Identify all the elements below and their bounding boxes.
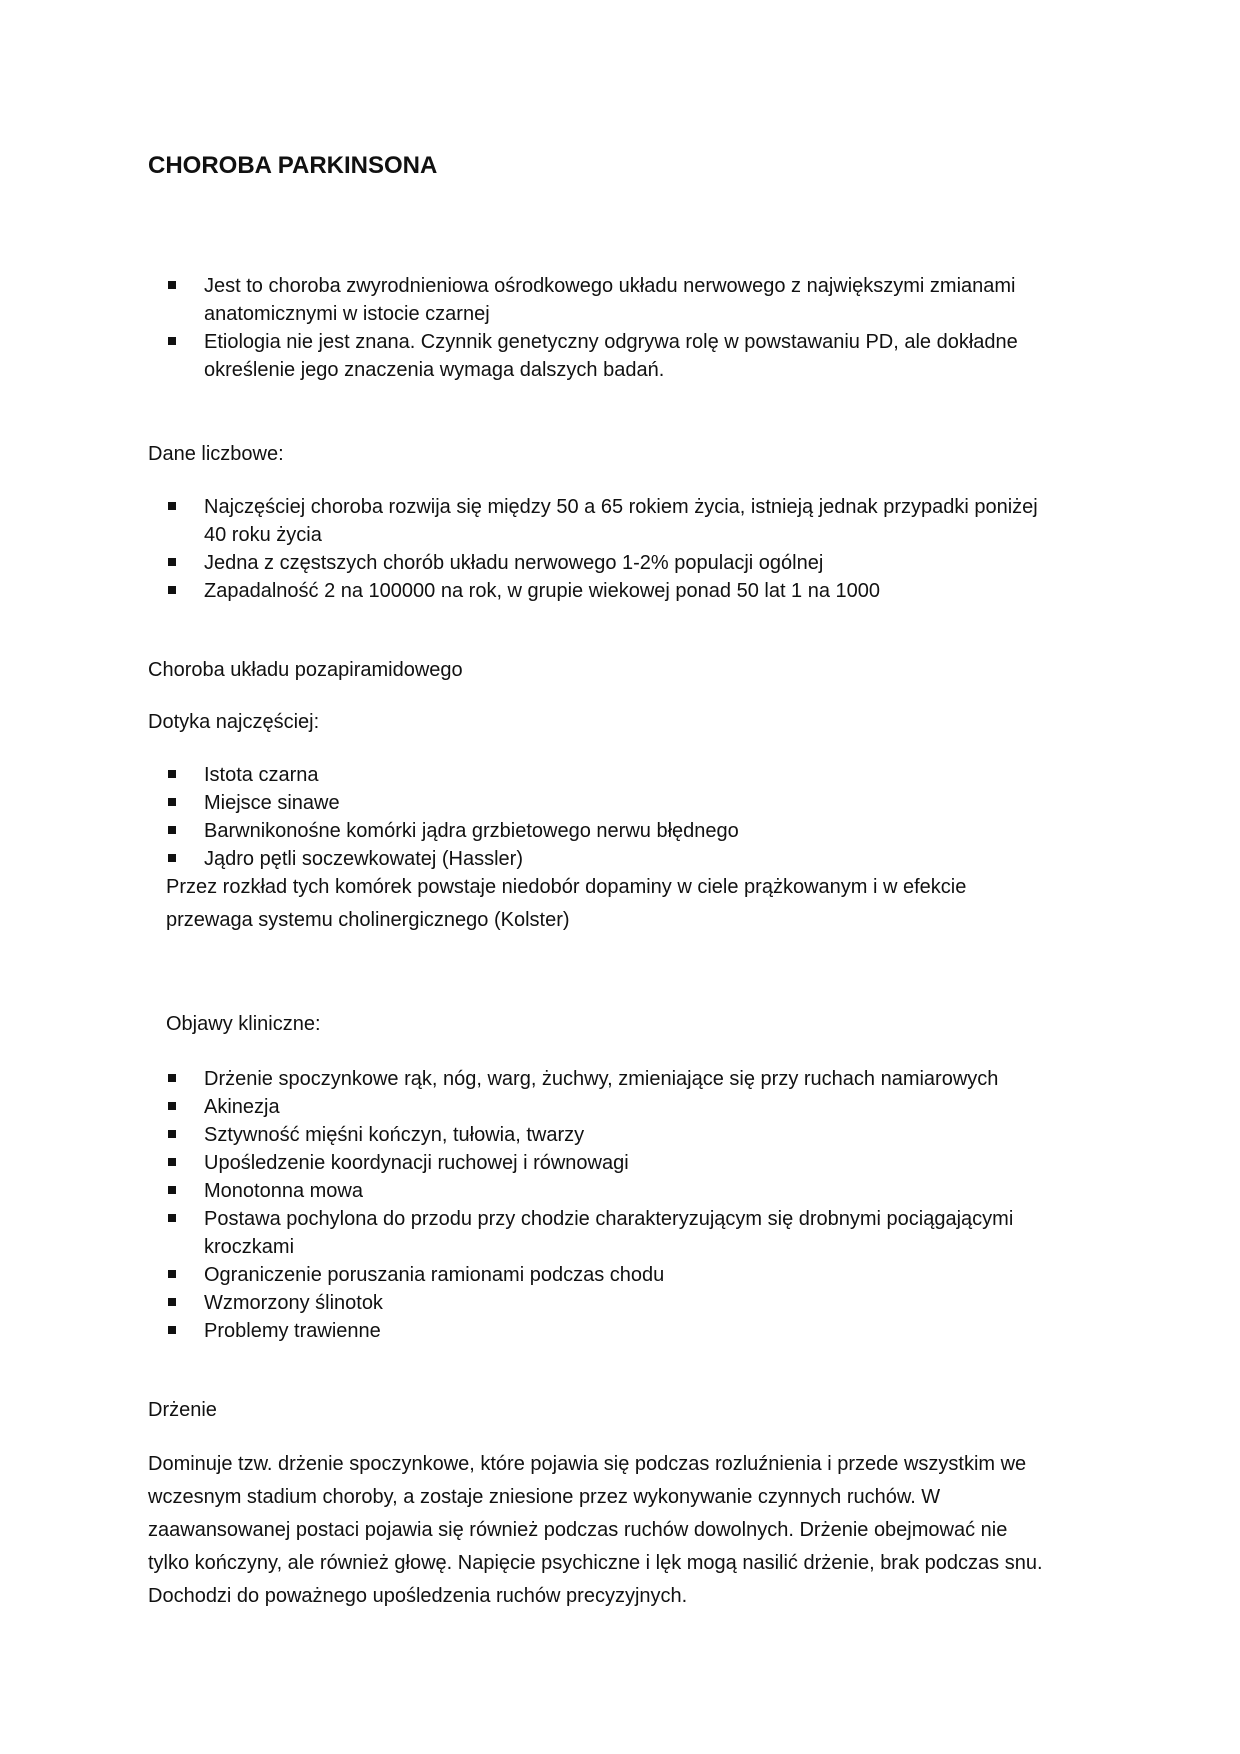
intro-bullet-1-line-1: Jest to choroba zwyrodnieniowa ośrodkowego układu nerwowego z największymi zmianami [204, 275, 1016, 297]
bullet-marker [168, 826, 176, 834]
paragraph-line: Dominuje tzw. drżenie spoczynkowe, które pojawia się podczas rozluźnienia i przede wszystkim we [148, 1453, 1027, 1475]
intro-bullet-2-line-2: określenie jego znaczenia wymaga dalszych badań. [204, 359, 665, 381]
section-heading-dane: Dane liczbowe: [148, 443, 284, 465]
bullet-marker [168, 1186, 176, 1194]
dane-bullet-2: Jedna z częstszych chorób układu nerwowego 1-2% populacji ogólnej [204, 552, 824, 574]
objawy-bullet-8: Wzmorzony ślinotok [204, 1292, 383, 1314]
pozapiramidowy-bullet-3: Barwnikonośne komórki jądra grzbietowego nerwu błędnego [204, 820, 739, 842]
paragraph-line: wczesnym stadium choroby, a zostaje zniesione przez wykonywanie czynnych ruchów. W [148, 1486, 941, 1508]
bullet-marker [168, 558, 176, 566]
objawy-bullet-7: Ograniczenie poruszania ramionami podczas chodu [204, 1264, 665, 1286]
objawy-bullet-2: Akinezja [204, 1096, 280, 1118]
bullet-marker [168, 1102, 176, 1110]
bullet-marker [168, 281, 176, 289]
bullet-marker [168, 1298, 176, 1306]
objawy-bullet-9: Problemy trawienne [204, 1320, 381, 1342]
bullet-marker [168, 798, 176, 806]
section-heading-drzenie: Drżenie [148, 1399, 217, 1421]
objawy-bullet-1: Drżenie spoczynkowe rąk, nóg, warg, żuchwy, zmieniające się przy ruchach namiarowych [204, 1068, 999, 1090]
bullet-marker [168, 586, 176, 594]
objawy-bullet-6-line-2: kroczkami [204, 1236, 295, 1258]
pozapiramidowy-bullet-1: Istota czarna [204, 764, 319, 786]
paragraph-line: zaawansowanej postaci pojawia się również podczas ruchów dowolnych. Drżenie obejmować nie [148, 1519, 1008, 1541]
pozapiramidowy-note-line-2: przewaga systemu cholinergicznego (Kolster) [166, 909, 570, 931]
dane-bullet-1-line-2: 40 roku życia [204, 524, 322, 546]
section-heading-pozapiramidowy: Choroba układu pozapiramidowego [148, 659, 463, 681]
dane-bullet-1-line-1: Najczęściej choroba rozwija się między 50 a 65 rokiem życia, istnieją jednak przypadki poniżej [204, 496, 1038, 518]
page-title: CHOROBA PARKINSONA [148, 152, 438, 179]
intro-bullet-1-line-2: anatomicznymi w istocie czarnej [204, 303, 490, 325]
objawy-bullet-3: Sztywność mięśni kończyn, tułowia, twarzy [204, 1124, 585, 1146]
bullet-marker [168, 1158, 176, 1166]
objawy-bullet-6-line-1: Postawa pochylona do przodu przy chodzie charakteryzującym się drobnymi pociągającymi [204, 1208, 1014, 1230]
pozapiramidowy-bullet-4: Jądro pętli soczewkowatej (Hassler) [204, 848, 524, 870]
objawy-bullet-5: Monotonna mowa [204, 1180, 363, 1202]
dane-bullet-3: Zapadalność 2 na 100000 na rok, w grupie wiekowej ponad 50 lat 1 na 1000 [204, 580, 881, 602]
bullet-marker [168, 1074, 176, 1082]
pozapiramidowy-note-line-1: Przez rozkład tych komórek powstaje niedobór dopaminy w ciele prążkowanym i w efekcie [166, 876, 967, 898]
bullet-marker [168, 1326, 176, 1334]
bullet-marker [168, 1270, 176, 1278]
bullet-marker [168, 854, 176, 862]
pozapiramidowy-bullet-2: Miejsce sinawe [204, 792, 340, 814]
bullet-marker [168, 502, 176, 510]
bullet-marker [168, 1130, 176, 1138]
objawy-bullet-4: Upośledzenie koordynacji ruchowej i równowagi [204, 1152, 629, 1174]
bullet-marker [168, 1214, 176, 1222]
bullet-marker [168, 337, 176, 345]
paragraph-line: Dochodzi do poważnego upośledzenia ruchów precyzyjnych. [148, 1585, 688, 1607]
bullet-marker [168, 770, 176, 778]
section-heading-objawy: Objawy kliniczne: [166, 1013, 321, 1035]
drzenie-paragraph [148, 1448, 1088, 1613]
subheading-dotyka: Dotyka najczęściej: [148, 711, 320, 733]
intro-bullet-2-line-1: Etiologia nie jest znana. Czynnik genetyczny odgrywa rolę w powstawaniu PD, ale dokładne [204, 331, 1018, 353]
paragraph-line: tylko kończyny, ale również głowę. Napięcie psychiczne i lęk mogą nasilić drżenie, brak podczas snu. [148, 1552, 1043, 1574]
